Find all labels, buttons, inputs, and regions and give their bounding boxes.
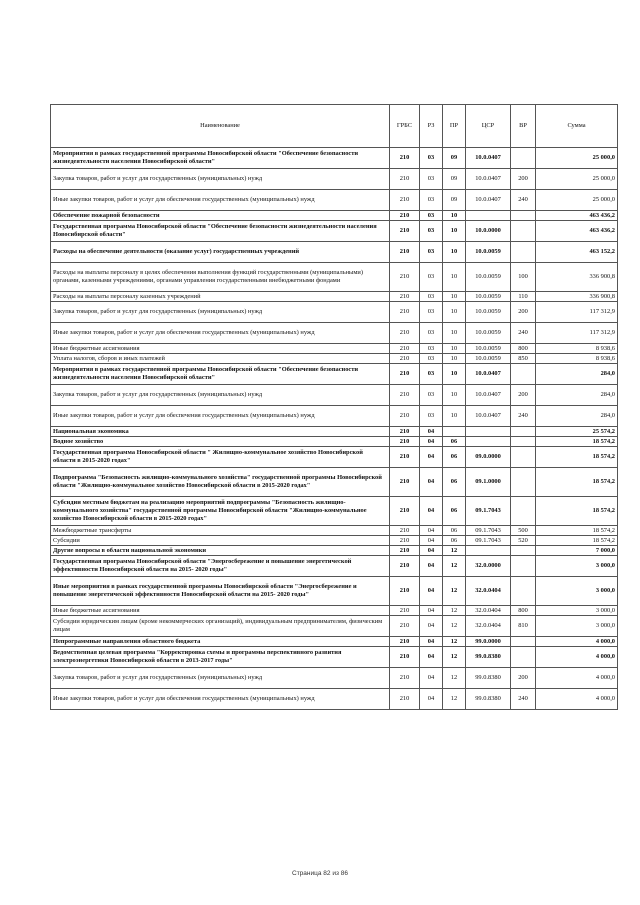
table-row [51, 468, 618, 497]
table-row [51, 148, 618, 169]
row-csr-cell [466, 437, 511, 447]
row-rz-cell: 03 [420, 302, 443, 323]
row-name-cell: Межбюджетные трансферты [51, 526, 390, 536]
row-vr-cell [511, 637, 536, 647]
row-grbs-cell: 210 [390, 406, 420, 427]
row-grbs-cell: 210 [390, 577, 420, 606]
row-sum-cell: 18 574,2 [536, 526, 618, 536]
row-csr-cell: 10.0.0059 [466, 242, 511, 263]
row-pr-cell: 10 [443, 323, 466, 344]
row-csr-cell: 09.1.7043 [466, 536, 511, 546]
row-grbs-cell: 210 [390, 364, 420, 385]
row-rz-cell: 03 [420, 344, 443, 354]
row-grbs-cell: 210 [390, 190, 420, 211]
row-name-cell: Непрограммные направления областного бюджета [51, 637, 390, 647]
row-csr-cell: 09.1.7043 [466, 497, 511, 526]
row-sum-cell: 463 152,2 [536, 242, 618, 263]
row-name-cell: Закупка товаров, работ и услуг для государственных (муниципальных) нужд [51, 302, 390, 323]
row-csr-cell: 10.0.0059 [466, 263, 511, 292]
row-grbs-cell: 210 [390, 302, 420, 323]
row-grbs-cell: 210 [390, 385, 420, 406]
row-rz-cell: 03 [420, 242, 443, 263]
row-name-cell: Ведомственная целевая программа "Корректировка схемы и программы перспективного развития электроэнергетики Новосибирской области в 2013-2017 годы" [51, 647, 390, 668]
table-row [51, 577, 618, 606]
row-vr-cell: 200 [511, 385, 536, 406]
row-pr-cell: 10 [443, 292, 466, 302]
row-vr-cell: 810 [511, 616, 536, 637]
table-row [51, 427, 618, 437]
row-name-cell: Мероприятия в рамках государственной программы Новосибирской области "Обеспечение безопасности жизнедеятельности населения Новосибирской области" [51, 148, 390, 169]
row-sum-cell: 4 000,0 [536, 647, 618, 668]
row-name-cell: Государственная программа Новосибирской области "Энергосбережение и повышение энергетической эффективности Новосибирской области на 2015- 2020 годы" [51, 556, 390, 577]
row-rz-cell: 03 [420, 385, 443, 406]
row-sum-cell: 3 000,0 [536, 606, 618, 616]
row-rz-cell: 04 [420, 536, 443, 546]
row-vr-cell [511, 556, 536, 577]
row-csr-cell: 10.0.0407 [466, 364, 511, 385]
row-pr-cell: 06 [443, 497, 466, 526]
row-name-cell: Иные закупки товаров, работ и услуг для обеспечения государственных (муниципальных) нужд [51, 406, 390, 427]
row-rz-cell: 03 [420, 263, 443, 292]
row-rz-cell: 04 [420, 497, 443, 526]
row-vr-cell: 800 [511, 344, 536, 354]
row-vr-cell [511, 148, 536, 169]
row-name-cell: Закупка товаров, работ и услуг для государственных (муниципальных) нужд [51, 385, 390, 406]
row-name-cell: Закупка товаров, работ и услуг для государственных (муниципальных) нужд [51, 668, 390, 689]
row-vr-cell: 240 [511, 406, 536, 427]
row-pr-cell: 10 [443, 354, 466, 364]
row-rz-cell: 03 [420, 292, 443, 302]
row-pr-cell: 06 [443, 536, 466, 546]
row-rz-cell: 03 [420, 211, 443, 221]
table-row [51, 364, 618, 385]
row-vr-cell: 850 [511, 354, 536, 364]
row-csr-cell: 10.0.0407 [466, 406, 511, 427]
row-rz-cell: 04 [420, 647, 443, 668]
row-csr-cell: 10.0.0059 [466, 292, 511, 302]
row-rz-cell: 03 [420, 354, 443, 364]
row-name-cell: Иные мероприятия в рамках государственной программы Новосибирской области "Энергосбережение и повышение энергетической эффективности Новосибирской области на 2015- 2020 годы" [51, 577, 390, 606]
row-pr-cell: 10 [443, 385, 466, 406]
row-grbs-cell: 210 [390, 344, 420, 354]
row-vr-cell [511, 647, 536, 668]
table-row [51, 497, 618, 526]
row-name-cell: Подпрограмма "Безопасность жилищно-коммунального хозяйства" государственной программы Новосибирской области "Жилищно-коммунальное хозяйство Новосибирской области в 2015-2020 годах" [51, 468, 390, 497]
row-csr-cell: 32.0.0404 [466, 606, 511, 616]
row-grbs-cell: 210 [390, 497, 420, 526]
row-name-cell: Субсидии местным бюджетам на реализацию мероприятий подпрограммы "Безопасность жилищно-коммунального хозяйства" государственной программы Новосибирской области "Жилищно-коммунальное хозяйство Новосибирской области в 2015-2020 годах" [51, 497, 390, 526]
row-vr-cell: 500 [511, 526, 536, 536]
header-rz: РЗ [420, 105, 443, 148]
row-pr-cell: 12 [443, 647, 466, 668]
row-sum-cell: 336 900,8 [536, 263, 618, 292]
row-sum-cell: 3 000,0 [536, 616, 618, 637]
row-csr-cell: 10.0.0407 [466, 148, 511, 169]
row-name-cell: Национальная экономика [51, 427, 390, 437]
row-grbs-cell: 210 [390, 526, 420, 536]
row-rz-cell: 03 [420, 406, 443, 427]
row-vr-cell: 200 [511, 169, 536, 190]
row-csr-cell: 99.0.0000 [466, 637, 511, 647]
row-grbs-cell: 210 [390, 616, 420, 637]
row-csr-cell: 32.0.0404 [466, 577, 511, 606]
row-pr-cell: 12 [443, 577, 466, 606]
row-vr-cell: 100 [511, 263, 536, 292]
row-vr-cell [511, 211, 536, 221]
row-grbs-cell: 210 [390, 546, 420, 556]
row-rz-cell: 04 [420, 689, 443, 710]
row-sum-cell: 284,0 [536, 364, 618, 385]
row-sum-cell: 117 312,9 [536, 323, 618, 344]
row-vr-cell: 800 [511, 606, 536, 616]
row-rz-cell: 04 [420, 468, 443, 497]
table-body [51, 148, 618, 710]
table-row [51, 221, 618, 242]
row-pr-cell: 12 [443, 668, 466, 689]
row-pr-cell: 10 [443, 364, 466, 385]
row-csr-cell: 10.0.0059 [466, 344, 511, 354]
row-grbs-cell: 210 [390, 263, 420, 292]
row-sum-cell: 7 000,0 [536, 546, 618, 556]
row-sum-cell: 463 436,2 [536, 221, 618, 242]
row-name-cell: Иные закупки товаров, работ и услуг для обеспечения государственных (муниципальных) нужд [51, 689, 390, 710]
table-row [51, 637, 618, 647]
table-row [51, 526, 618, 536]
row-pr-cell: 12 [443, 689, 466, 710]
table-row [51, 354, 618, 364]
row-rz-cell: 04 [420, 637, 443, 647]
row-pr-cell: 06 [443, 526, 466, 536]
row-sum-cell: 18 574,2 [536, 468, 618, 497]
row-rz-cell: 04 [420, 437, 443, 447]
row-pr-cell: 12 [443, 546, 466, 556]
table-row [51, 616, 618, 637]
row-pr-cell: 09 [443, 190, 466, 211]
row-csr-cell [466, 546, 511, 556]
table-row [51, 556, 618, 577]
row-csr-cell: 10.0.0059 [466, 302, 511, 323]
header-csr: ЦСР [466, 105, 511, 148]
header-sum: Сумма [536, 105, 618, 148]
row-vr-cell: 240 [511, 190, 536, 211]
row-name-cell: Иные бюджетные ассигнования [51, 606, 390, 616]
row-vr-cell: 240 [511, 323, 536, 344]
row-name-cell: Уплата налогов, сборов и иных платежей [51, 354, 390, 364]
table-row [51, 606, 618, 616]
row-vr-cell [511, 468, 536, 497]
row-grbs-cell: 210 [390, 689, 420, 710]
row-name-cell: Расходы на обеспечение деятельности (оказание услуг) государственных учреждений [51, 242, 390, 263]
row-vr-cell [511, 497, 536, 526]
table-row [51, 263, 618, 292]
row-name-cell: Закупка товаров, работ и услуг для государственных (муниципальных) нужд [51, 169, 390, 190]
row-rz-cell: 03 [420, 323, 443, 344]
budget-table [50, 104, 618, 710]
row-csr-cell: 99.0.8380 [466, 668, 511, 689]
row-rz-cell: 04 [420, 427, 443, 437]
row-pr-cell: 06 [443, 447, 466, 468]
row-grbs-cell: 210 [390, 668, 420, 689]
row-grbs-cell: 210 [390, 292, 420, 302]
row-vr-cell: 240 [511, 689, 536, 710]
row-sum-cell: 3 000,0 [536, 577, 618, 606]
table-row [51, 242, 618, 263]
row-grbs-cell: 210 [390, 437, 420, 447]
row-csr-cell: 10.0.0059 [466, 323, 511, 344]
row-vr-cell: 520 [511, 536, 536, 546]
row-vr-cell: 110 [511, 292, 536, 302]
row-grbs-cell: 210 [390, 556, 420, 577]
row-vr-cell [511, 364, 536, 385]
row-csr-cell: 09.1.7043 [466, 526, 511, 536]
row-sum-cell: 18 574,2 [536, 536, 618, 546]
row-sum-cell: 284,0 [536, 406, 618, 427]
row-pr-cell: 12 [443, 556, 466, 577]
table-row [51, 406, 618, 427]
row-pr-cell: 10 [443, 406, 466, 427]
table-row [51, 536, 618, 546]
row-csr-cell: 32.0.0404 [466, 616, 511, 637]
row-pr-cell: 12 [443, 637, 466, 647]
row-vr-cell [511, 437, 536, 447]
row-pr-cell: 06 [443, 437, 466, 447]
row-grbs-cell: 210 [390, 242, 420, 263]
row-sum-cell: 4 000,0 [536, 637, 618, 647]
row-grbs-cell: 210 [390, 647, 420, 668]
row-sum-cell: 18 574,2 [536, 437, 618, 447]
row-csr-cell: 99.0.8380 [466, 647, 511, 668]
row-grbs-cell: 210 [390, 169, 420, 190]
row-name-cell: Иные закупки товаров, работ и услуг для обеспечения государственных (муниципальных) нужд [51, 323, 390, 344]
row-csr-cell: 10.0.0407 [466, 190, 511, 211]
row-rz-cell: 04 [420, 546, 443, 556]
table-row [51, 437, 618, 447]
row-sum-cell: 463 436,2 [536, 211, 618, 221]
row-rz-cell: 03 [420, 190, 443, 211]
table-row [51, 689, 618, 710]
header-pr: ПР [443, 105, 466, 148]
row-csr-cell: 10.0.0407 [466, 169, 511, 190]
row-sum-cell: 4 000,0 [536, 689, 618, 710]
row-name-cell: Государственная программа Новосибирской области " Жилищно-коммунальное хозяйство Новосибирской области в 2015-2020 годах" [51, 447, 390, 468]
row-sum-cell: 25 000,0 [536, 148, 618, 169]
row-rz-cell: 04 [420, 606, 443, 616]
table-row [51, 323, 618, 344]
page-number: Страница 82 из 86 [292, 870, 348, 877]
row-name-cell: Субсидии юридическим лицам (кроме некоммерческих организаций), индивидуальным предпринимателям, физическим лицам [51, 616, 390, 637]
row-vr-cell [511, 242, 536, 263]
row-rz-cell: 04 [420, 668, 443, 689]
row-grbs-cell: 210 [390, 323, 420, 344]
row-vr-cell [511, 577, 536, 606]
header-grbs: ГРБС [390, 105, 420, 148]
row-rz-cell: 03 [420, 148, 443, 169]
row-vr-cell [511, 447, 536, 468]
row-rz-cell: 04 [420, 447, 443, 468]
row-rz-cell: 03 [420, 221, 443, 242]
row-pr-cell: 06 [443, 468, 466, 497]
row-rz-cell: 04 [420, 556, 443, 577]
row-sum-cell: 284,0 [536, 385, 618, 406]
row-grbs-cell: 210 [390, 148, 420, 169]
row-pr-cell: 10 [443, 263, 466, 292]
row-rz-cell: 04 [420, 577, 443, 606]
row-rz-cell: 04 [420, 616, 443, 637]
table-row [51, 385, 618, 406]
row-pr-cell: 12 [443, 616, 466, 637]
row-name-cell: Иные закупки товаров, работ и услуг для обеспечения государственных (муниципальных) нужд [51, 190, 390, 211]
row-grbs-cell: 210 [390, 447, 420, 468]
row-name-cell: Другие вопросы в области национальной экономики [51, 546, 390, 556]
row-pr-cell: 12 [443, 606, 466, 616]
row-sum-cell: 8 938,6 [536, 354, 618, 364]
row-grbs-cell: 210 [390, 354, 420, 364]
row-pr-cell: 10 [443, 344, 466, 354]
table-row [51, 190, 618, 211]
row-vr-cell [511, 546, 536, 556]
row-vr-cell [511, 221, 536, 242]
table-row [51, 292, 618, 302]
table-row [51, 546, 618, 556]
row-pr-cell: 10 [443, 302, 466, 323]
table-header-row [51, 105, 618, 148]
row-sum-cell: 3 000,0 [536, 556, 618, 577]
row-rz-cell: 03 [420, 364, 443, 385]
row-name-cell: Мероприятия в рамках государственной программы Новосибирской области "Обеспечение безопасности жизнедеятельности населения Новосибирской области" [51, 364, 390, 385]
row-grbs-cell: 210 [390, 427, 420, 437]
row-vr-cell: 200 [511, 668, 536, 689]
row-name-cell: Обеспечение пожарной безопасности [51, 211, 390, 221]
row-sum-cell: 336 900,8 [536, 292, 618, 302]
row-pr-cell: 09 [443, 148, 466, 169]
row-pr-cell: 10 [443, 242, 466, 263]
row-name-cell: Субсидии [51, 536, 390, 546]
table-row [51, 169, 618, 190]
table-row [51, 668, 618, 689]
header-vr: ВР [511, 105, 536, 148]
row-sum-cell: 25 000,0 [536, 190, 618, 211]
table-row [51, 447, 618, 468]
table-row [51, 211, 618, 221]
row-csr-cell: 99.0.8380 [466, 689, 511, 710]
row-name-cell: Иные бюджетные ассигнования [51, 344, 390, 354]
row-csr-cell [466, 427, 511, 437]
row-sum-cell: 117 312,9 [536, 302, 618, 323]
row-grbs-cell: 210 [390, 221, 420, 242]
row-rz-cell: 04 [420, 526, 443, 536]
row-csr-cell: 09.1.0000 [466, 468, 511, 497]
row-vr-cell: 200 [511, 302, 536, 323]
table-row [51, 344, 618, 354]
row-rz-cell: 03 [420, 169, 443, 190]
row-sum-cell: 18 574,2 [536, 447, 618, 468]
row-vr-cell [511, 427, 536, 437]
table-row [51, 302, 618, 323]
row-pr-cell: 10 [443, 221, 466, 242]
row-csr-cell: 10.0.0407 [466, 385, 511, 406]
row-grbs-cell: 210 [390, 637, 420, 647]
row-sum-cell: 18 574,2 [536, 497, 618, 526]
row-grbs-cell: 210 [390, 211, 420, 221]
row-pr-cell: 09 [443, 169, 466, 190]
row-name-cell: Расходы на выплаты персоналу в целях обеспечения выполнения функций государственными (муниципальными) органами, казенными учреждениями, органами управления государственными внебюджетными фондами [51, 263, 390, 292]
table-row [51, 647, 618, 668]
row-csr-cell: 10.0.0000 [466, 221, 511, 242]
row-name-cell: Государственная программа Новосибирской области "Обеспечение безопасности жизнедеятельности населения Новосибирской области" [51, 221, 390, 242]
row-sum-cell: 25 000,0 [536, 169, 618, 190]
row-sum-cell: 25 574,2 [536, 427, 618, 437]
row-sum-cell: 8 938,6 [536, 344, 618, 354]
row-csr-cell [466, 211, 511, 221]
header-name: Наименование [51, 105, 390, 148]
row-grbs-cell: 210 [390, 606, 420, 616]
row-csr-cell: 32.0.0000 [466, 556, 511, 577]
row-csr-cell: 09.0.0000 [466, 447, 511, 468]
row-grbs-cell: 210 [390, 468, 420, 497]
row-csr-cell: 10.0.0059 [466, 354, 511, 364]
row-sum-cell: 4 000,0 [536, 668, 618, 689]
row-name-cell: Расходы на выплаты персоналу казенных учреждений [51, 292, 390, 302]
row-pr-cell: 10 [443, 211, 466, 221]
row-name-cell: Водное хозяйство [51, 437, 390, 447]
row-grbs-cell: 210 [390, 536, 420, 546]
row-pr-cell [443, 427, 466, 437]
